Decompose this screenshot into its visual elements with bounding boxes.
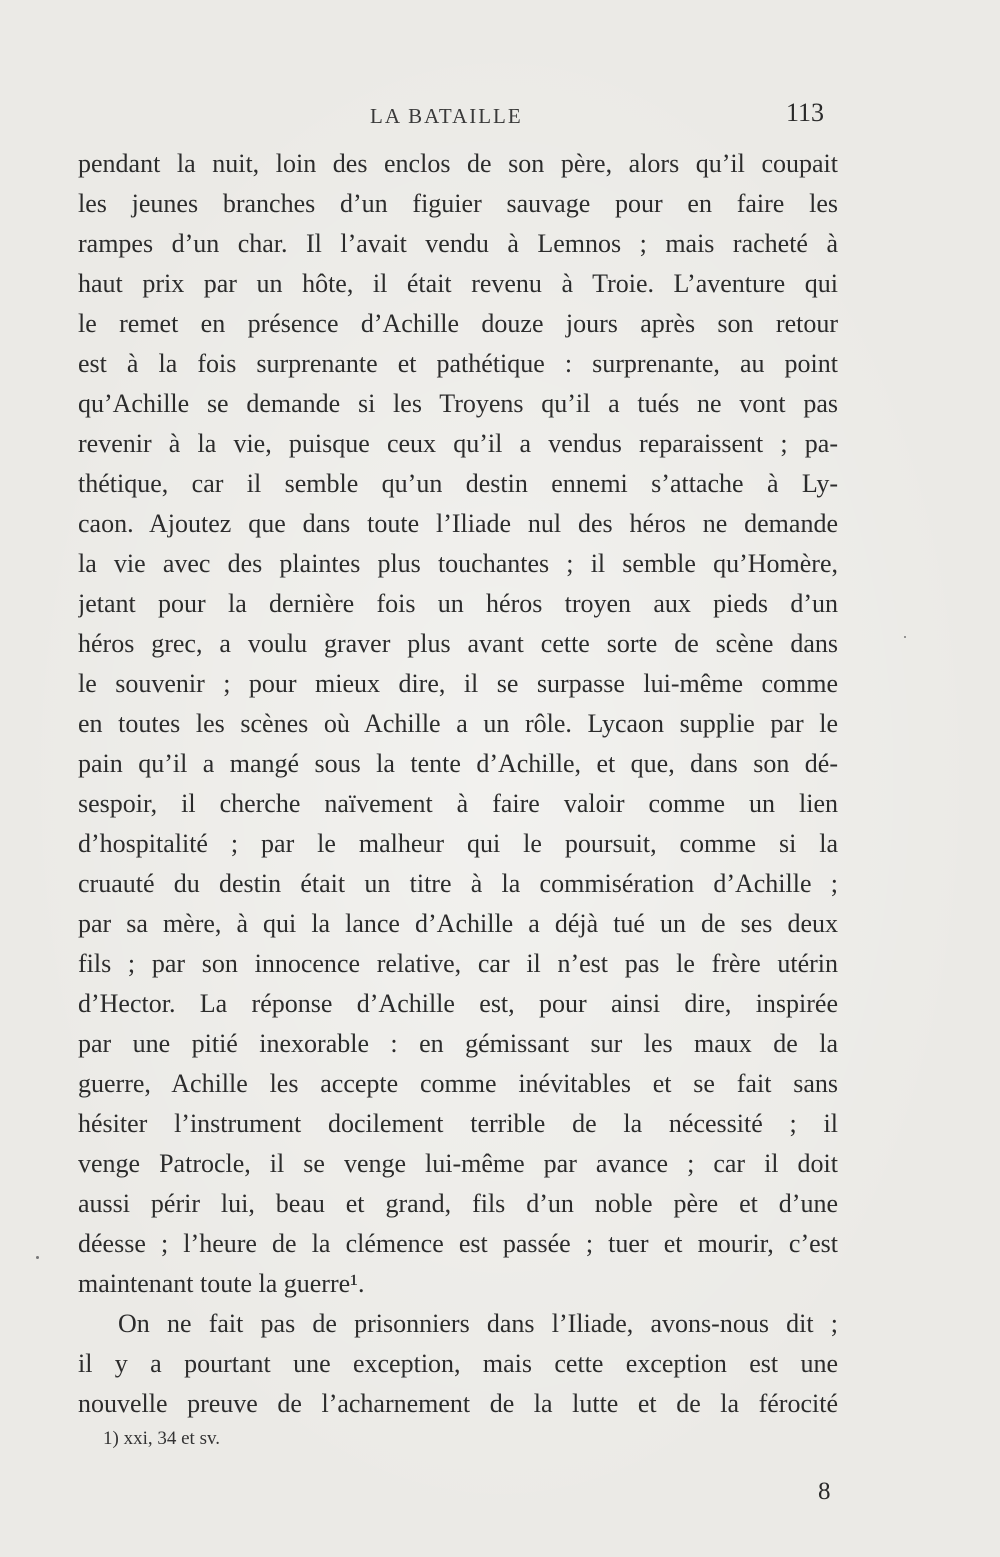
text-line: thétique, car il semble qu’un destin ennemi s’attache à Ly- [78,469,838,498]
paper-speck [904,636,906,638]
text-line: qu’Achille se demande si les Troyens qu’il a tués ne vont pas [78,389,838,418]
text-line: est à la fois surprenante et pathétique : surprenante, au point [78,349,838,378]
text-line: le souvenir ; pour mieux dire, il se surpasse lui-même comme [78,669,838,698]
running-title: LA BATAILLE [370,104,523,128]
text-line: jetant pour la dernière fois un héros troyen aux pieds d’un [78,589,838,618]
text-line: d’Hector. La réponse d’Achille est, pour ainsi dire, inspirée [78,989,838,1018]
text-line: cruauté du destin était un titre à la commisération d’Achille ; [78,869,838,898]
text-line: On ne fait pas de prisonniers dans l’Iliade, avons-nous dit ; [118,1309,838,1338]
text-line: en toutes les scènes où Achille a un rôle. Lycaon supplie par le [78,709,838,738]
page-number: 113 [785,98,824,127]
signature-mark: 8 [818,1478,831,1505]
text-line: venge Patrocle, il se venge lui-même par avance ; car il doit [78,1149,838,1178]
text-line: haut prix par un hôte, il était revenu à Troie. L’aventure qui [78,269,838,298]
text-line: sespoir, il cherche naïvement à faire valoir comme un lien [78,789,838,818]
text-line: nouvelle preuve de l’acharnement de la lutte et de la férocité [78,1389,838,1418]
text-line: maintenant toute la guerre¹. [78,1269,365,1298]
text-line: rampes d’un char. Il l’avait vendu à Lemnos ; mais racheté à [78,229,838,258]
text-line: fils ; par son innocence relative, car il n’est pas le frère utérin [78,949,838,978]
text-line: le remet en présence d’Achille douze jours après son retour [78,309,838,338]
text-line: les jeunes branches d’un figuier sauvage pour en faire les [78,189,838,218]
text-line: par une pitié inexorable : en gémissant sur les maux de la [78,1029,838,1058]
text-line: pain qu’il a mangé sous la tente d’Achille, et que, dans son dé- [78,749,838,778]
text-line: héros grec, a voulu graver plus avant cette sorte de scène dans [78,629,838,658]
text-line: pendant la nuit, loin des enclos de son père, alors qu’il coupait [78,149,838,178]
text-line: hésiter l’instrument docilement terrible de la nécessité ; il [78,1109,838,1138]
text-line: caon. Ajoutez que dans toute l’Iliade nul des héros ne demande [78,509,838,538]
text-line: déesse ; l’heure de la clémence est passée ; tuer et mourir, c’est [78,1229,838,1258]
text-line: guerre, Achille les accepte comme inévitables et se fait sans [78,1069,838,1098]
text-line: il y a pourtant une exception, mais cette exception est une [78,1349,838,1378]
footnote: 1) xxi, 34 et sv. [103,1428,220,1449]
text-line: la vie avec des plaintes plus touchantes ; il semble qu’Homère, [78,549,838,578]
paper-speck [36,1256,39,1259]
text-line: par sa mère, à qui la lance d’Achille a déjà tué un de ses deux [78,909,838,938]
text-line: aussi périr lui, beau et grand, fils d’un noble père et d’une [78,1189,838,1218]
text-line: revenir à la vie, puisque ceux qu’il a vendus reparaissent ; pa- [78,429,838,458]
text-line: d’hospitalité ; par le malheur qui le poursuit, comme si la [78,829,838,858]
body-text [78,144,838,1424]
